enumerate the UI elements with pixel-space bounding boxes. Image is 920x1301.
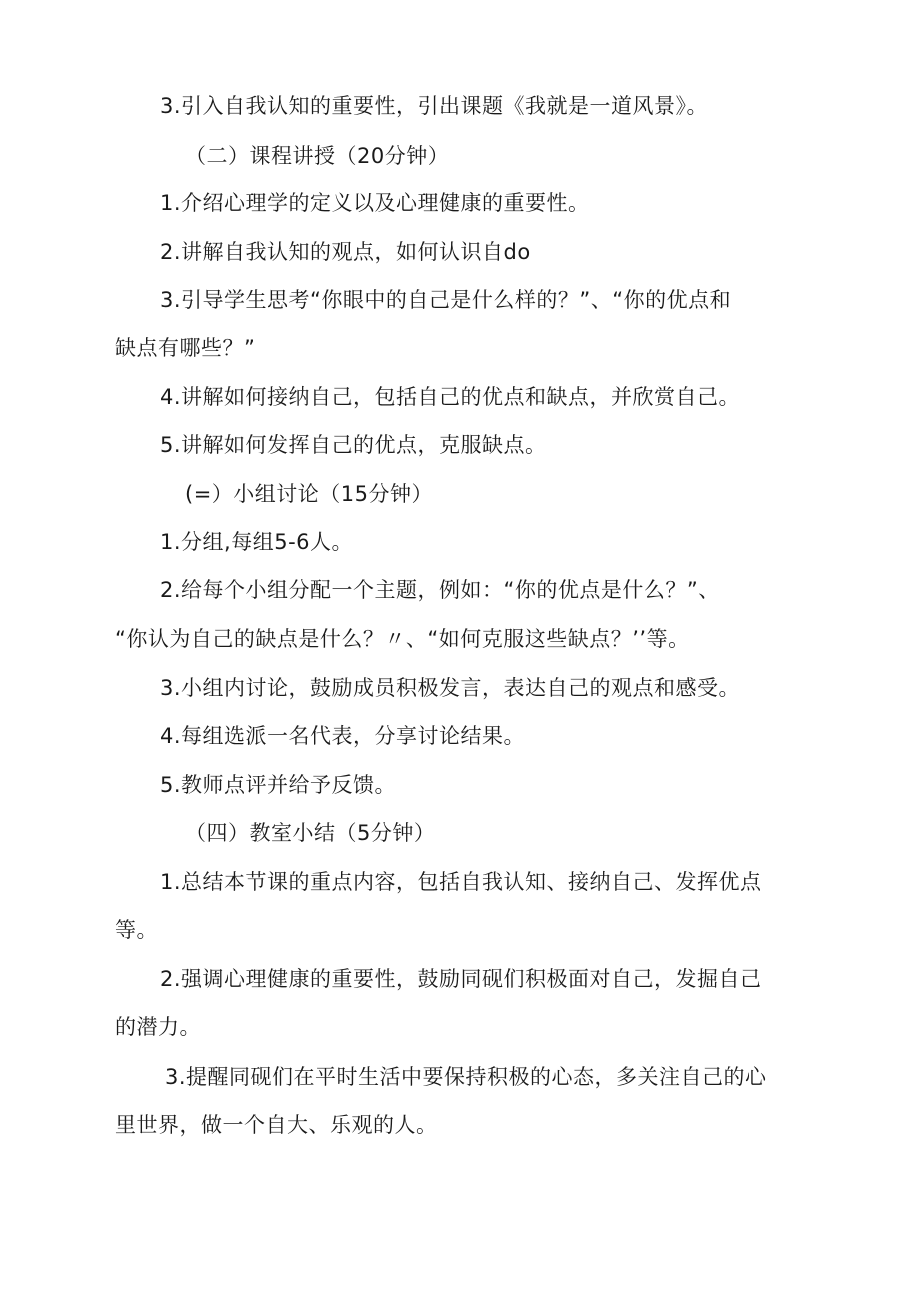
section-heading-summary: （四）教室小结（5分钟） — [185, 821, 436, 845]
group-item-2: 2.给每个小组分配一个主题，例如：“你的优点是什么？”、 — [160, 578, 720, 602]
section-heading-group: (=）小组讨论（15分钟） — [185, 482, 434, 506]
lecture-item-5: 5.讲解如何发挥自己的优点，克服缺点。 — [160, 433, 547, 457]
summary-item-3: 3.提醒同砚们在平时生活中要保持积极的心态，多关注自己的心 — [165, 1065, 767, 1089]
group-item-3: 3.小组内讨论，鼓励成员积极发言，表达自己的观点和感受。 — [160, 676, 741, 700]
para-intro-3: 3.引入自我认知的重要性，引出课题《我就是一道风景》。 — [160, 94, 709, 118]
lecture-item-3-cont: 缺点有哪些？” — [115, 336, 256, 360]
group-item-2-cont: “你认为自己的缺点是什么？〃、“如何克服这些缺点？’’等。 — [115, 627, 690, 651]
lecture-item-4: 4.讲解如何接纳自己，包括自己的优点和缺点，并欣赏自己。 — [160, 385, 741, 409]
lecture-item-3: 3.引导学生思考“你眼中的自己是什么样的？”、“你的优点和 — [160, 288, 732, 312]
summary-item-2: 2.强调心理健康的重要性，鼓励同砚们积极面对自己，发掘自己 — [160, 967, 762, 991]
group-item-5: 5.教师点评并给予反馈。 — [160, 773, 397, 797]
summary-item-1: 1.总结本节课的重点内容，包括自我认知、接纳自己、发挥优点 — [160, 870, 762, 894]
summary-item-3-cont: 里世界，做一个自大、乐观的人。 — [115, 1113, 438, 1137]
lecture-item-2: 2.讲解自我认知的观点，如何认识自do — [160, 240, 531, 264]
section-heading-lecture: （二）课程讲授（20分钟） — [185, 144, 450, 168]
summary-item-2-cont: 的潜力。 — [115, 1015, 201, 1039]
summary-item-1-cont: 等。 — [115, 918, 158, 942]
lecture-item-1: 1.介绍心理学的定义以及心理健康的重要性。 — [160, 191, 590, 215]
group-item-4: 4.每组选派一名代表，分享讨论结果。 — [160, 724, 526, 748]
group-item-1: 1.分组,每组5-6人。 — [160, 530, 354, 554]
